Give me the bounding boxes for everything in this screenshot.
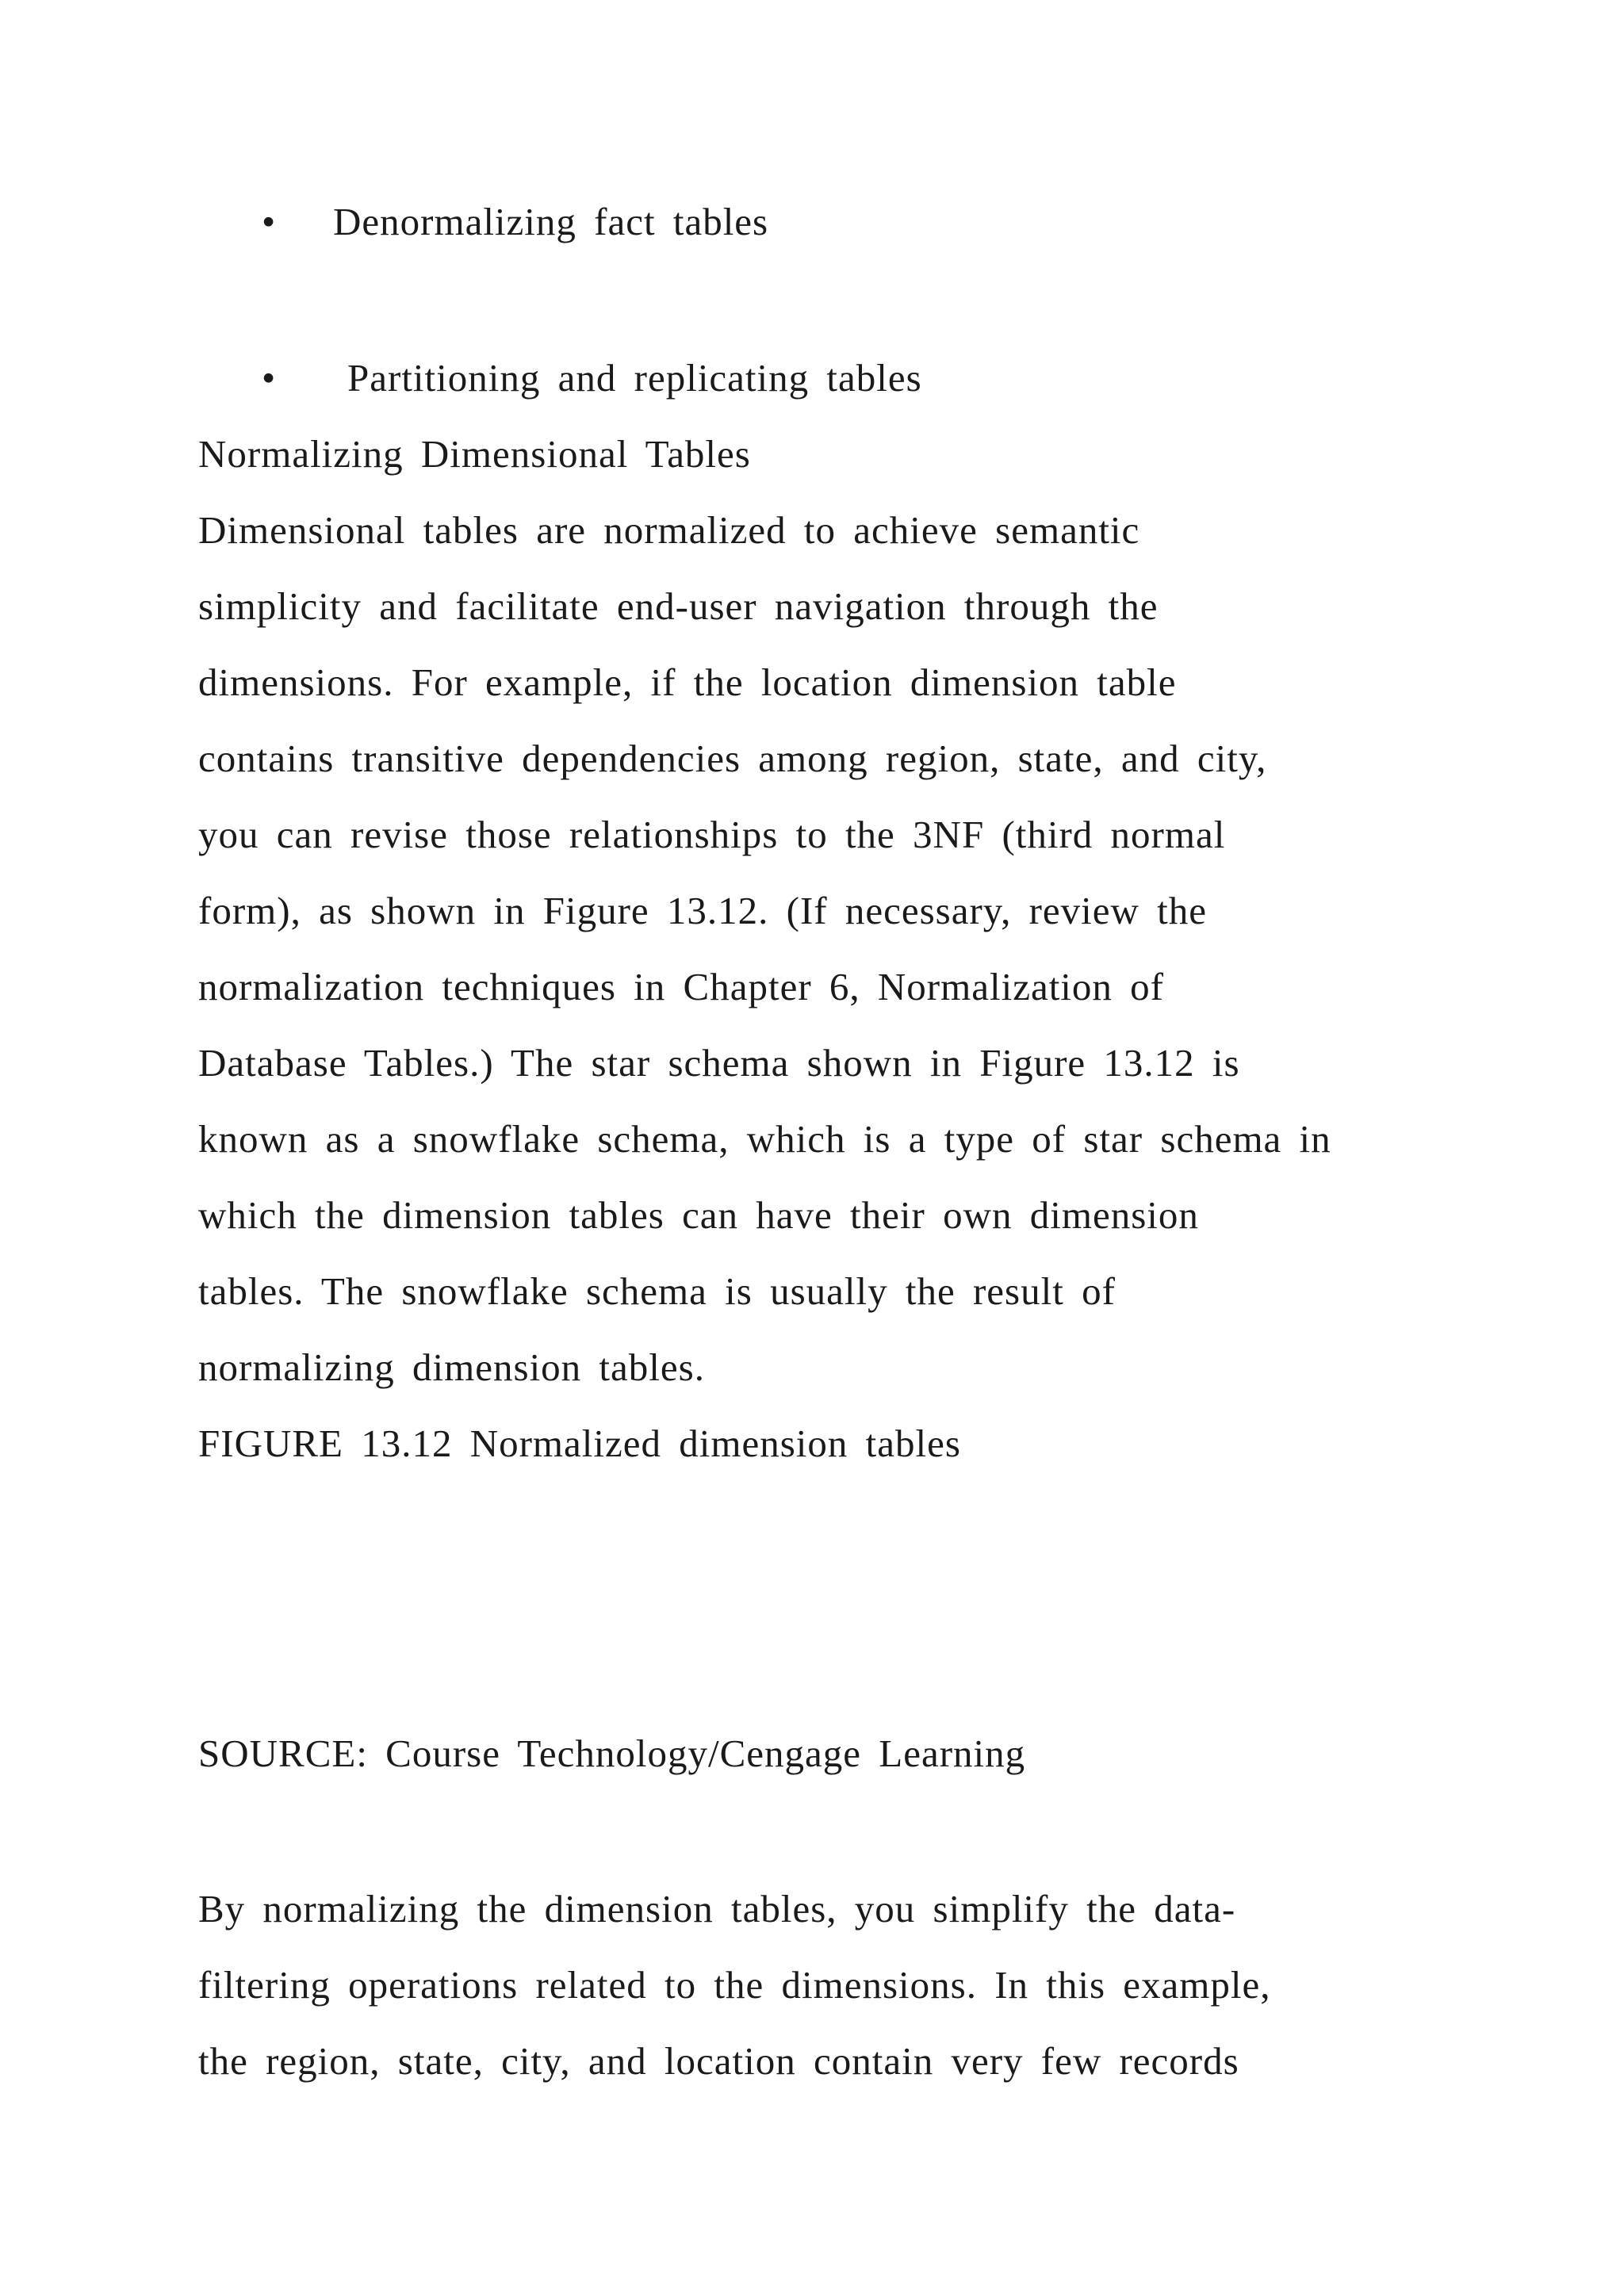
- paragraph-line: Dimensional tables are normalized to achieve semantic: [198, 508, 1140, 552]
- section-heading: Normalizing Dimensional Tables: [198, 432, 751, 476]
- paragraph-line: tables. The snowflake schema is usually the result of: [198, 1269, 1116, 1313]
- source-line: SOURCE: Course Technology/Cengage Learning: [198, 1732, 1026, 1775]
- bullet-icon: •: [262, 200, 277, 243]
- paragraph-line: you can revise those relationships to the 3NF (third normal: [198, 813, 1226, 856]
- paragraph-line: normalizing dimension tables.: [198, 1345, 705, 1389]
- figure-placeholder: [198, 1530, 1427, 1689]
- paragraph-line: which the dimension tables can have their own dimension: [198, 1193, 1199, 1237]
- bullet-item-label: Denormalizing fact tables: [333, 200, 769, 243]
- paragraph-line: normalization techniques in Chapter 6, Normalization of: [198, 965, 1164, 1008]
- figure-caption: FIGURE 13.12 Normalized dimension tables: [198, 1422, 961, 1465]
- bullet-item-label: Partitioning and replicating tables: [347, 356, 922, 400]
- paragraph-line: Database Tables.) The star schema shown in Figure 13.12 is: [198, 1041, 1240, 1085]
- paragraph-line: dimensions. For example, if the location dimension table: [198, 660, 1177, 704]
- paragraph-line: filtering operations related to the dimensions. In this example,: [198, 1963, 1271, 2007]
- paragraph-line: By normalizing the dimension tables, you simplify the data-: [198, 1887, 1236, 1931]
- paragraph-line: simplicity and facilitate end-user navigation through the: [198, 584, 1159, 628]
- paragraph-line: known as a snowflake schema, which is a type of star schema in: [198, 1117, 1331, 1161]
- paragraph-line: the region, state, city, and location contain very few records: [198, 2039, 1239, 2083]
- bullet-icon: •: [262, 356, 277, 400]
- paragraph-line: contains transitive dependencies among region, state, and city,: [198, 737, 1267, 780]
- paragraph-line: form), as shown in Figure 13.12. (If necessary, review the: [198, 889, 1208, 932]
